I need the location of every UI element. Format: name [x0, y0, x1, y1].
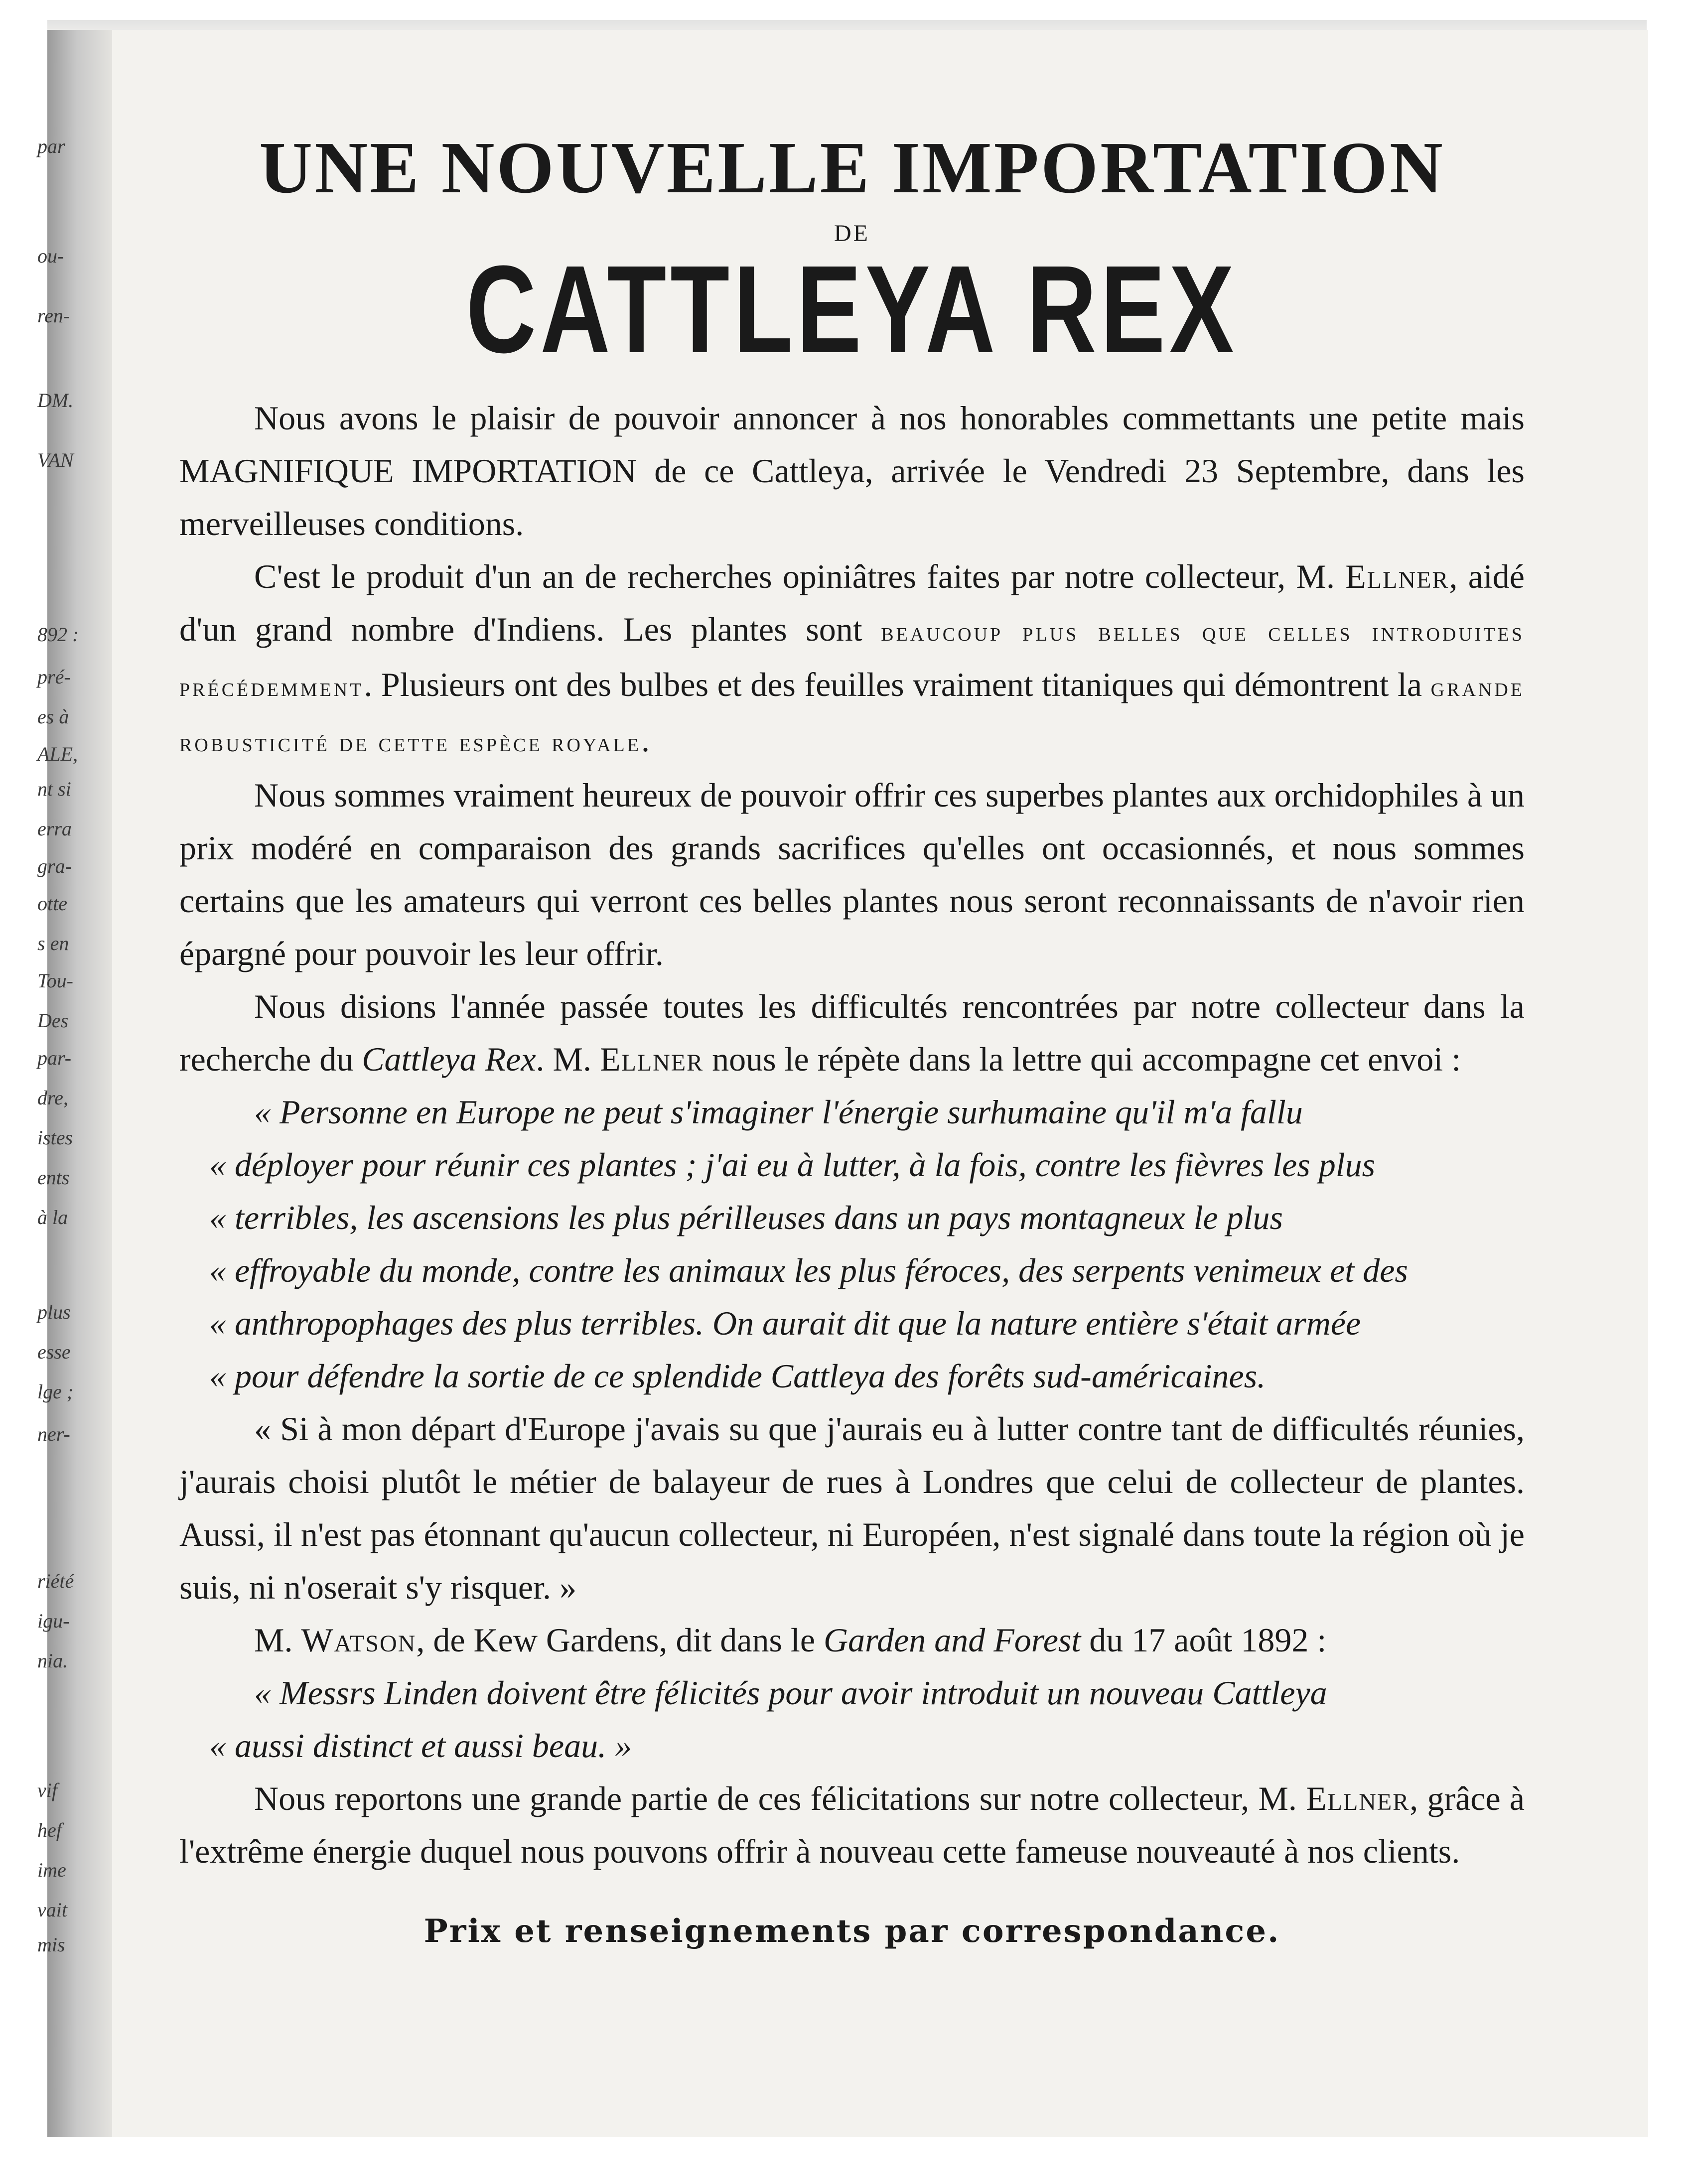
quote-line: « anthropophages des plus terribles. On aurait dit que la nature entière s'était armée [209, 1304, 1361, 1343]
margin-fragment: gra- [37, 855, 72, 877]
margin-fragment: 892 : [37, 623, 79, 646]
margin-fragment: es à [37, 705, 69, 728]
previous-page-margin [22, 0, 79, 1956]
emphasis: MAGNIFIQUE IMPORTATION [179, 452, 637, 490]
text: , grâce à l'extrême énergie duquel nous pouvons offrir à nouveau cette fameuse nouveauté à nos clients. [179, 1779, 1525, 1871]
text: , aidé d'un grand nombre d'Indiens. Les plantes sont [179, 557, 1525, 649]
text: . Plusieurs ont des bulbes et des feuilles vraiment titaniques qui démontrent la [364, 666, 1431, 704]
margin-fragment: istes [37, 1126, 73, 1149]
quote-line: « pour défendre la sortie de ce splendide Cattleya des forêts sud-américaines. [209, 1357, 1266, 1395]
body-text [179, 392, 1525, 1878]
paragraph-5: « Si à mon départ d'Europe j'avais su que j'aurais eu à lutter contre tant de difficultés réunies, j'aurais choisi plutôt le métier de balayeur de rues à Londres que celui de collecteur de plantes. Aussi, il n'est pas étonnant qu'aucun collecteur, ni Européen, n'est signalé dans toute la région où je suis, ni n'oserait s'y risquer. » [179, 1410, 1525, 1607]
text: C'est le produit d'un an de recherches opiniâtres faites par notre collecteur, M. [254, 557, 1346, 596]
species-name: Cattleya Rex [362, 1040, 536, 1079]
name-small-caps: Ellner [1345, 557, 1449, 596]
text: Nous disions l'année passée toutes les difficultés rencontrées par notre collecteur dans la recherche du [179, 987, 1525, 1079]
margin-fragment: VAN [37, 449, 74, 471]
margin-fragment: erra [37, 818, 72, 840]
margin-fragment: ents [37, 1166, 70, 1189]
quote-line: « effroyable du monde, contre les animaux les plus féroces, des serpents venimeux et des [209, 1251, 1408, 1290]
margin-fragment: s en [37, 932, 69, 955]
margin-fragment: ren- [37, 304, 70, 327]
title-line-1: UNE NOUVELLE IMPORTATION [259, 127, 1445, 209]
margin-fragment: ime [37, 1859, 66, 1881]
margin-fragment: mis [37, 1933, 65, 1956]
paragraph-1 [179, 392, 1525, 550]
quote-line: « aussi distinct et aussi beau. » [209, 1727, 632, 1765]
margin-fragment: riété [37, 1570, 74, 1592]
text: Nous avons le plaisir de pouvoir annoncer à nos honorables commettants une petite mais [254, 399, 1525, 437]
text: nous le répète dans la lettre qui accompagne cet envoi : [704, 1040, 1461, 1079]
text: , de Kew Gardens, dit dans le [416, 1621, 824, 1659]
margin-fragment: otte [37, 892, 67, 915]
advertisement [179, 127, 1525, 1950]
margin-fragment: Des [37, 1009, 69, 1032]
title-de: DE [834, 220, 870, 247]
margin-fragment: vait [37, 1899, 67, 1921]
text: du 17 août 1892 : [1081, 1621, 1327, 1659]
text: Nous reportons une grande partie de ces félicitations sur notre collecteur, M. [254, 1779, 1306, 1818]
name-small-caps: Ellner [599, 1040, 704, 1079]
text: M. [254, 1621, 301, 1659]
quote-1 [179, 1086, 1525, 1402]
paragraph-3: Nous sommes vraiment heureux de pouvoir offrir ces superbes plantes aux orchidophiles à un prix modéré en comparaison des grands sacrifices qu'elles ont occasionnés, et nous sommes certains que les amateurs qui verront ces belles plantes nous seront reconnaissants de n'avoir rien épargné pour pouvoir les leur offrir. [179, 776, 1525, 973]
text: de ce Cattleya, arrivée le Vendredi 23 Septembre, dans les merveilleuses conditions. [179, 452, 1525, 543]
margin-fragment: ALE, [37, 743, 78, 765]
margin-fragment: Tou- [37, 969, 73, 992]
text: . [641, 721, 650, 759]
quote-line: « déployer pour réunir ces plantes ; j'ai eu à lutter, à la fois, contre les fièvres les plus [209, 1146, 1376, 1184]
title-line-2: CATTLEYA REX [466, 240, 1238, 379]
paragraph-6 [179, 1614, 1525, 1666]
paragraph-4 [179, 980, 1525, 1086]
margin-fragment: ou- [37, 245, 64, 267]
name-small-caps: Watson [301, 1621, 417, 1659]
margin-fragment: nt si [37, 778, 71, 800]
margin-fragment: DM. [37, 389, 74, 411]
quote-line: « terribles, les ascensions les plus périlleuses dans un pays montagneux le plus [209, 1199, 1283, 1237]
margin-fragment: pré- [37, 666, 71, 688]
margin-fragment: esse [37, 1341, 71, 1363]
emphasis-small-caps: beaucoup plus belles que celles introduites précédemment [179, 617, 1525, 702]
publication-name: Garden and Forest [824, 1621, 1081, 1659]
margin-fragment: nia. [37, 1649, 68, 1672]
quote-2 [179, 1666, 1525, 1772]
quote-line: « Messrs Linden doivent être félicités pour avoir introduit un nouveau Cattleya [254, 1674, 1327, 1712]
name-small-caps: Ellner [1306, 1779, 1410, 1818]
margin-fragment: igu- [37, 1610, 70, 1632]
paragraph-2 [179, 550, 1525, 769]
paragraph-7 [179, 1772, 1525, 1878]
margin-fragment: par- [37, 1047, 72, 1069]
margin-fragment: dre, [37, 1087, 68, 1109]
quote-line: « Personne en Europe ne peut s'imaginer l'énergie surhumaine qu'il m'a fallu [254, 1093, 1303, 1131]
margin-fragment: lge ; [37, 1380, 74, 1403]
margin-fragment: ner- [37, 1423, 70, 1445]
margin-fragment: plus [37, 1301, 71, 1323]
text: . M. [536, 1040, 600, 1079]
margin-fragment: hef [37, 1819, 62, 1841]
margin-fragment: à la [37, 1206, 68, 1228]
margin-fragment: par [37, 135, 65, 157]
emphasis-small-caps: grande robusticité de cette espèce royale [179, 672, 1525, 758]
footer-note: Prix et renseignements par correspondance. [423, 1912, 1280, 1950]
margin-fragment: vif [37, 1779, 57, 1801]
